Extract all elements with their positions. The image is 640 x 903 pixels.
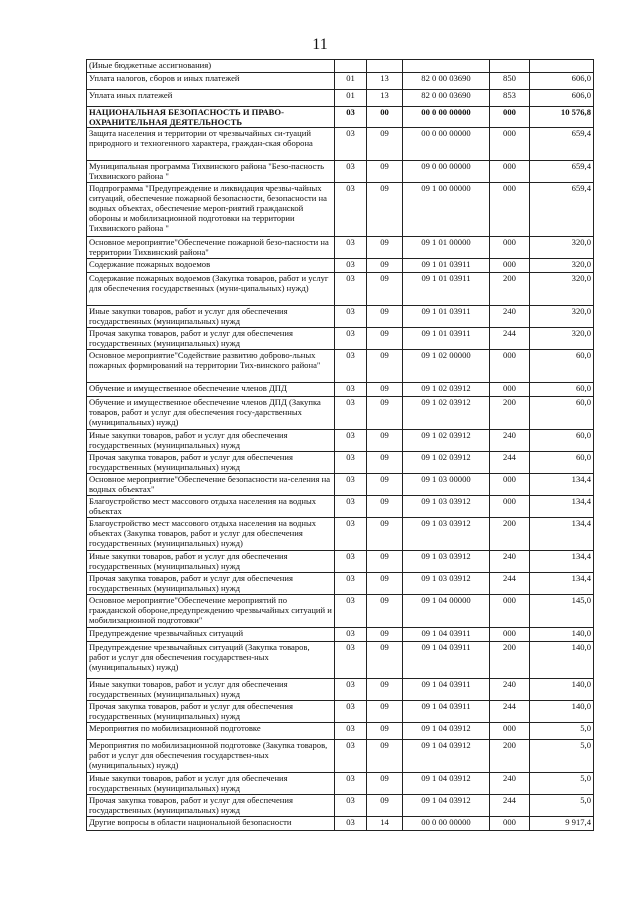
row-expense-type-cell: 000 [490,128,530,161]
row-amount-cell: 145,0 [530,595,594,628]
row-name-cell: Основное мероприятие"Содействие развитию доброво-льных пожарных формирований на территории Тих-винского района" [87,350,335,383]
table-row [87,628,594,642]
row-subsection-cell: 09 [367,474,403,496]
row-expense-type-cell: 000 [490,628,530,642]
page-number: 11 [312,36,328,53]
row-subsection-cell: 09 [367,773,403,795]
row-amount-cell: 320,0 [530,328,594,350]
row-expense-type-cell: 000 [490,183,530,237]
row-subsection-cell: 09 [367,551,403,573]
row-target-article-cell: 09 0 00 00000 [403,161,490,183]
row-target-article-cell: 09 1 04 00000 [403,595,490,628]
row-target-article-cell: 09 1 03 03912 [403,518,490,551]
row-subsection-cell: 09 [367,430,403,452]
row-target-article-cell: 09 1 01 00000 [403,237,490,259]
row-expense-type-cell: 244 [490,452,530,474]
row-section-cell: 03 [335,642,367,679]
row-target-article-cell: 09 1 00 00000 [403,183,490,237]
row-section-cell: 03 [335,259,367,273]
row-section-cell: 03 [335,773,367,795]
row-section-cell: 03 [335,350,367,383]
row-section-cell: 03 [335,573,367,595]
row-section-cell: 03 [335,107,367,128]
row-section-cell: 03 [335,128,367,161]
row-target-article-cell: 09 1 01 03911 [403,259,490,273]
row-subsection-cell: 09 [367,237,403,259]
row-amount-cell: 140,0 [530,642,594,679]
row-expense-type-cell: 200 [490,273,530,306]
row-expense-type-cell: 000 [490,817,530,831]
row-section-cell: 03 [335,595,367,628]
row-target-article-cell: 00 0 00 00000 [403,817,490,831]
row-subsection-cell: 09 [367,128,403,161]
row-name-cell: Уплата иных платежей [87,90,335,107]
row-target-article-cell: 09 1 04 03912 [403,773,490,795]
row-name-cell: Подпрограмма "Предупреждение и ликвидация чрезвы-чайных ситуаций, обеспечение пожарной безопасности, безопасности на водных объектах, обеспечение мероп-риятий гражданской обороны и мобилизационной подготовки на территории Тихвинского района " [87,183,335,237]
row-subsection-cell: 09 [367,328,403,350]
row-section-cell: 03 [335,383,367,397]
row-section-cell: 03 [335,273,367,306]
row-expense-type-cell: 850 [490,73,530,90]
row-amount-cell: 659,4 [530,128,594,161]
row-section-cell: 03 [335,306,367,328]
row-subsection-cell: 09 [367,452,403,474]
row-target-article-cell: 09 1 01 03911 [403,306,490,328]
row-subsection-cell: 13 [367,73,403,90]
row-name-cell: Иные закупки товаров, работ и услуг для обеспечения государственных (муниципальных) нужд [87,430,335,452]
row-amount-cell: 60,0 [530,350,594,383]
row-name-cell: Муниципальная программа Тихвинского района "Безо-пасность Тихвинского района " [87,161,335,183]
table-row [87,817,594,831]
row-target-article-cell: 09 1 04 03912 [403,795,490,817]
row-target-article-cell: 09 1 02 00000 [403,350,490,383]
row-subsection-cell: 09 [367,306,403,328]
row-expense-type-cell: 000 [490,107,530,128]
table-row [87,452,594,474]
row-expense-type-cell: 240 [490,430,530,452]
row-section-cell: 03 [335,551,367,573]
table-row [87,383,594,397]
row-amount-cell: 140,0 [530,679,594,701]
row-expense-type-cell: 000 [490,496,530,518]
row-name-cell: Иные закупки товаров, работ и услуг для обеспечения государственных (муниципальных) нужд [87,551,335,573]
row-target-article-cell: 00 0 00 00000 [403,107,490,128]
row-name-cell: Предупреждение чрезвычайных ситуаций (Закупка товаров, работ и услуг для обеспечения государствен-ных (муниципальных) нужд) [87,642,335,679]
row-name-cell: Основное мероприятие"Обеспечение безопасности на-селения на водных объектах" [87,474,335,496]
row-target-article-cell: 82 0 00 03690 [403,73,490,90]
row-subsection-cell: 09 [367,161,403,183]
row-amount-cell: 134,4 [530,496,594,518]
row-target-article-cell: 09 1 04 03911 [403,679,490,701]
table-row [87,397,594,430]
row-section-cell: 03 [335,237,367,259]
row-target-article-cell: 00 0 00 00000 [403,128,490,161]
row-amount-cell: 5,0 [530,740,594,773]
row-amount-cell: 5,0 [530,723,594,740]
row-subsection-cell: 09 [367,350,403,383]
row-amount-cell: 5,0 [530,773,594,795]
row-section-cell: 03 [335,474,367,496]
row-section-cell: 03 [335,701,367,723]
table-row [87,551,594,573]
row-subsection-cell: 09 [367,573,403,595]
row-target-article-cell: 09 1 04 03911 [403,701,490,723]
table-row [87,795,594,817]
row-expense-type-cell: 000 [490,259,530,273]
row-section-cell: 03 [335,452,367,474]
row-amount-cell: 134,4 [530,518,594,551]
row-amount-cell: 134,4 [530,551,594,573]
table-row [87,60,594,73]
row-section-cell: 03 [335,723,367,740]
table-row [87,237,594,259]
row-target-article-cell: 09 1 02 03912 [403,383,490,397]
table-row [87,679,594,701]
row-expense-type-cell: 000 [490,161,530,183]
row-target-article-cell [403,60,490,73]
table-row [87,496,594,518]
row-name-cell: Основное мероприятие"Обеспечение мероприятий по гражданской обороне,предупреждению чрезвычайных ситуаций и мобилизационной подготовки" [87,595,335,628]
row-expense-type-cell: 200 [490,740,530,773]
row-subsection-cell: 09 [367,595,403,628]
row-subsection-cell: 09 [367,723,403,740]
table-row [87,306,594,328]
row-expense-type-cell: 244 [490,573,530,595]
row-amount-cell: 134,4 [530,573,594,595]
row-expense-type-cell: 000 [490,595,530,628]
row-section-cell: 03 [335,430,367,452]
row-section-cell: 03 [335,496,367,518]
row-amount-cell: 320,0 [530,273,594,306]
row-expense-type-cell: 000 [490,237,530,259]
table-row [87,73,594,90]
table-row [87,595,594,628]
row-section-cell: 03 [335,795,367,817]
table-row [87,107,594,128]
row-subsection-cell: 09 [367,701,403,723]
row-subsection-cell: 09 [367,642,403,679]
row-name-cell: Другие вопросы в области национальной безопасности [87,817,335,831]
row-section-cell: 03 [335,679,367,701]
row-target-article-cell: 09 1 04 03911 [403,628,490,642]
table-row [87,161,594,183]
row-amount-cell [530,60,594,73]
row-expense-type-cell: 240 [490,306,530,328]
row-amount-cell: 5,0 [530,795,594,817]
row-subsection-cell: 09 [367,496,403,518]
row-target-article-cell: 09 1 01 03911 [403,328,490,350]
row-name-cell: Иные закупки товаров, работ и услуг для обеспечения государственных (муниципальных) нужд [87,679,335,701]
table-row [87,259,594,273]
row-name-cell: Обучение и имущественное обеспечение членов ДПД [87,383,335,397]
row-amount-cell: 320,0 [530,237,594,259]
row-section-cell: 03 [335,161,367,183]
row-amount-cell: 60,0 [530,397,594,430]
row-target-article-cell: 09 1 02 03912 [403,397,490,430]
row-amount-cell: 659,4 [530,161,594,183]
row-subsection-cell: 09 [367,273,403,306]
table-row [87,573,594,595]
table-row [87,740,594,773]
row-expense-type-cell: 200 [490,642,530,679]
row-name-cell: Прочая закупка товаров, работ и услуг для обеспечения государственных (муниципальных) нужд [87,573,335,595]
budget-table [86,59,594,831]
row-name-cell: (Иные бюджетные ассигнования) [87,60,335,73]
row-expense-type-cell [490,60,530,73]
row-subsection-cell: 09 [367,383,403,397]
table-row [87,430,594,452]
row-name-cell: Благоустройство мест массового отдыха населения на водных объектах [87,496,335,518]
row-expense-type-cell: 000 [490,383,530,397]
row-expense-type-cell: 240 [490,679,530,701]
row-section-cell: 03 [335,628,367,642]
row-target-article-cell: 82 0 00 03690 [403,90,490,107]
row-name-cell: Уплата налогов, сборов и иных платежей [87,73,335,90]
row-expense-type-cell: 244 [490,328,530,350]
row-subsection-cell: 09 [367,795,403,817]
table-row [87,701,594,723]
row-expense-type-cell: 853 [490,90,530,107]
row-name-cell: Основное мероприятие"Обеспечение пожарной безо-пасности на территории Тихвинский района" [87,237,335,259]
row-section-cell: 03 [335,817,367,831]
table-row [87,518,594,551]
row-amount-cell: 60,0 [530,383,594,397]
row-amount-cell: 659,4 [530,183,594,237]
row-expense-type-cell: 200 [490,518,530,551]
table-row [87,723,594,740]
row-expense-type-cell: 000 [490,350,530,383]
row-amount-cell: 60,0 [530,430,594,452]
row-name-cell: Защита населения и территории от чрезвычайных си-туаций природного и техногенного характера, граждан-ская оборона [87,128,335,161]
row-name-cell: Прочая закупка товаров, работ и услуг для обеспечения государственных (муниципальных) нужд [87,328,335,350]
row-section-cell [335,60,367,73]
row-amount-cell: 10 576,8 [530,107,594,128]
row-section-cell: 01 [335,90,367,107]
budget-table-body [87,60,594,831]
table-row [87,183,594,237]
row-name-cell: Прочая закупка товаров, работ и услуг для обеспечения государственных (муниципальных) нужд [87,452,335,474]
row-expense-type-cell: 244 [490,795,530,817]
row-subsection-cell: 09 [367,518,403,551]
row-amount-cell: 9 917,4 [530,817,594,831]
table-row [87,273,594,306]
row-subsection-cell: 09 [367,679,403,701]
row-section-cell: 01 [335,73,367,90]
row-amount-cell: 134,4 [530,474,594,496]
row-section-cell: 03 [335,183,367,237]
row-expense-type-cell: 000 [490,723,530,740]
row-amount-cell: 606,0 [530,90,594,107]
row-expense-type-cell: 244 [490,701,530,723]
row-name-cell: Мероприятия по мобилизационной подготовке (Закупка товаров, работ и услуг для обеспечения государствен-ных (муниципальных) нужд) [87,740,335,773]
row-subsection-cell [367,60,403,73]
row-target-article-cell: 09 1 04 03911 [403,642,490,679]
row-subsection-cell: 14 [367,817,403,831]
row-expense-type-cell: 200 [490,397,530,430]
row-amount-cell: 140,0 [530,628,594,642]
row-subsection-cell: 09 [367,397,403,430]
row-name-cell: Предупреждение чрезвычайных ситуаций [87,628,335,642]
row-expense-type-cell: 240 [490,551,530,573]
row-target-article-cell: 09 1 03 00000 [403,474,490,496]
row-section-cell: 03 [335,518,367,551]
table-row [87,642,594,679]
row-subsection-cell: 00 [367,107,403,128]
row-section-cell: 03 [335,397,367,430]
row-target-article-cell: 09 1 04 03912 [403,723,490,740]
row-name-cell: Обучение и имущественное обеспечение членов ДПД (Закупка товаров, работ и услуг для обеспечения госу-дарственных (муниципальных) нужд) [87,397,335,430]
row-target-article-cell: 09 1 01 03911 [403,273,490,306]
row-target-article-cell: 09 1 02 03912 [403,430,490,452]
row-target-article-cell: 09 1 03 03912 [403,551,490,573]
table-row [87,128,594,161]
row-name-cell: Прочая закупка товаров, работ и услуг для обеспечения государственных (муниципальных) нужд [87,701,335,723]
row-section-cell: 03 [335,740,367,773]
row-target-article-cell: 09 1 02 03912 [403,452,490,474]
row-expense-type-cell: 240 [490,773,530,795]
row-amount-cell: 60,0 [530,452,594,474]
table-row [87,90,594,107]
row-name-cell: Содержание пожарных водоемов (Закупка товаров, работ и услуг для обеспечения государственных (муни-ципальных) нужд) [87,273,335,306]
row-expense-type-cell: 000 [490,474,530,496]
row-amount-cell: 140,0 [530,701,594,723]
row-name-cell: Мероприятия по мобилизационной подготовке [87,723,335,740]
row-name-cell: Прочая закупка товаров, работ и услуг для обеспечения государственных (муниципальных) нужд [87,795,335,817]
row-name-cell: Иные закупки товаров, работ и услуг для обеспечения государственных (муниципальных) нужд [87,773,335,795]
table-row [87,773,594,795]
row-amount-cell: 606,0 [530,73,594,90]
row-target-article-cell: 09 1 03 03912 [403,573,490,595]
row-amount-cell: 320,0 [530,259,594,273]
table-row [87,328,594,350]
row-name-cell: Благоустройство мест массового отдыха населения на водных объектах (Закупка товаров, работ и услуг для обеспечения государственных (муниципальных) нужд) [87,518,335,551]
row-subsection-cell: 09 [367,259,403,273]
row-name-cell: Содержание пожарных водоемов [87,259,335,273]
row-subsection-cell: 09 [367,740,403,773]
table-row [87,474,594,496]
table-row [87,350,594,383]
row-subsection-cell: 09 [367,183,403,237]
row-subsection-cell: 13 [367,90,403,107]
row-name-cell: Иные закупки товаров, работ и услуг для обеспечения государственных (муниципальных) нужд [87,306,335,328]
row-name-cell: НАЦИОНАЛЬНАЯ БЕЗОПАСНОСТЬ И ПРАВО-ОХРАНИТЕЛЬНАЯ ДЕЯТЕЛЬНОСТЬ [87,107,335,128]
row-subsection-cell: 09 [367,628,403,642]
row-target-article-cell: 09 1 03 03912 [403,496,490,518]
row-amount-cell: 320,0 [530,306,594,328]
row-target-article-cell: 09 1 04 03912 [403,740,490,773]
row-section-cell: 03 [335,328,367,350]
